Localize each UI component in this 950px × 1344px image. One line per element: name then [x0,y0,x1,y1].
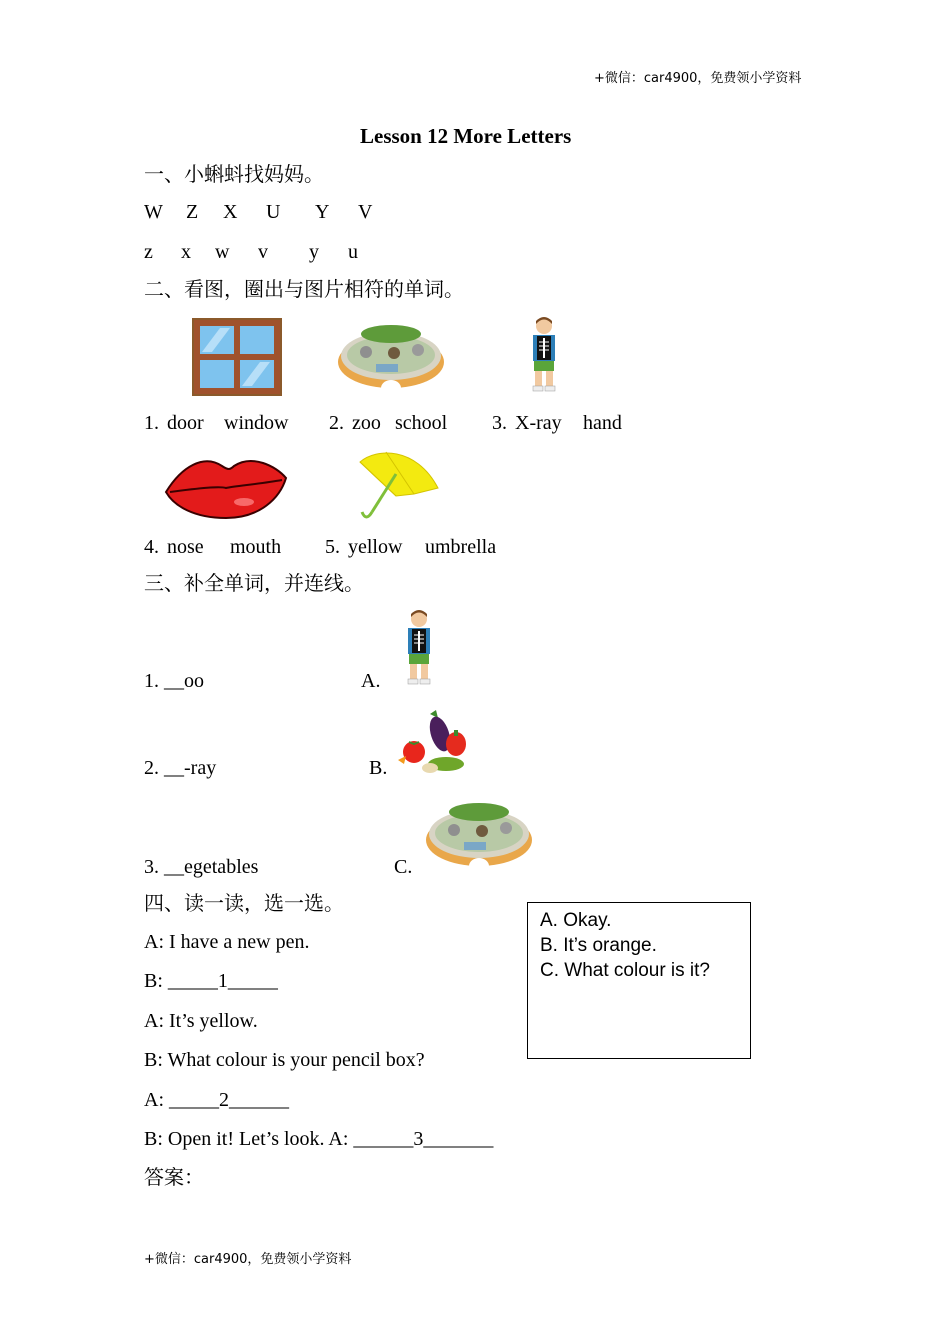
options-box [527,902,751,1059]
q2-option-b[interactable]: school [395,412,448,434]
upper-letter: V [358,201,373,223]
lower-letter: w [215,241,230,263]
dialogue-line: A: _____2______ [144,1089,289,1111]
upper-letter: U [266,201,281,223]
dialogue-line: B: Open it! Let’s look. A: ______3_______ [144,1128,494,1150]
dialogue-line: B: What colour is your pencil box? [144,1049,425,1071]
lower-letter: u [348,241,358,263]
fill-item-3: 3. __egetables [144,856,259,878]
q4-option-b[interactable]: mouth [230,536,282,558]
q3-option-b[interactable]: hand [583,412,622,434]
match-letter-c: C. [394,856,413,878]
page-title: Lesson 12 More Letters [360,124,572,148]
dialogue-line: A: I have a new pen. [144,931,310,953]
upper-letter: W [144,201,163,223]
lower-letter: v [258,241,268,263]
section3-heading: 三、补全单词，并连线。 [144,573,364,595]
upper-letter: X [223,201,238,223]
fill-item-1: 1. __oo [144,670,204,692]
option-c: C. What colour is it? [540,960,710,981]
zoo-picture-c [424,798,534,868]
q5-option-b[interactable]: umbrella [425,536,497,558]
q2-number: 2. [329,412,344,434]
q5-option-a[interactable]: yellow [348,536,403,558]
section4-heading: 四、读一读，选一选。 [144,893,344,915]
mouth-picture [164,452,288,520]
upper-letter: Z [186,201,199,223]
lower-letter: x [181,241,191,263]
section2-heading: 二、看图，圈出与图片相符的单词。 [144,279,464,301]
header-note: +微信：car4900，免费领小学资料 [594,71,802,86]
xray-boy-picture-a [400,610,438,685]
upper-letter: Y [315,201,330,223]
match-letter-b: B. [369,757,388,779]
q1-number: 1. [144,412,159,434]
lower-letter: y [309,241,319,263]
fill-item-2: 2. __-ray [144,757,217,779]
match-letter-a: A. [361,670,381,692]
q2-option-a[interactable]: zoo [352,412,381,434]
dialogue-line: A: It’s yellow. [144,1010,258,1032]
q5-number: 5. [325,536,340,558]
q4-number: 4. [144,536,159,558]
section1-heading: 一、小蝌蚪找妈妈。 [144,164,324,186]
option-b: B. It’s orange. [540,935,657,956]
zoo-picture [336,320,446,390]
q3-number: 3. [492,412,507,434]
answer-label: 答案： [144,1167,204,1189]
dialogue-line: B: _____1_____ [144,970,278,992]
vegetables-picture [396,710,468,774]
q3-option-a[interactable]: X-ray [515,412,562,434]
footer-note: +微信：car4900，免费领小学资料 [144,1252,352,1267]
lower-letter: z [144,241,153,263]
xray-boy-picture [525,317,563,392]
q1-option-b[interactable]: window [224,412,289,434]
umbrella-picture [356,448,440,522]
q4-option-a[interactable]: nose [167,536,204,558]
option-a: A. Okay. [540,910,612,931]
window-picture [192,318,282,396]
q1-option-a[interactable]: door [167,412,204,434]
